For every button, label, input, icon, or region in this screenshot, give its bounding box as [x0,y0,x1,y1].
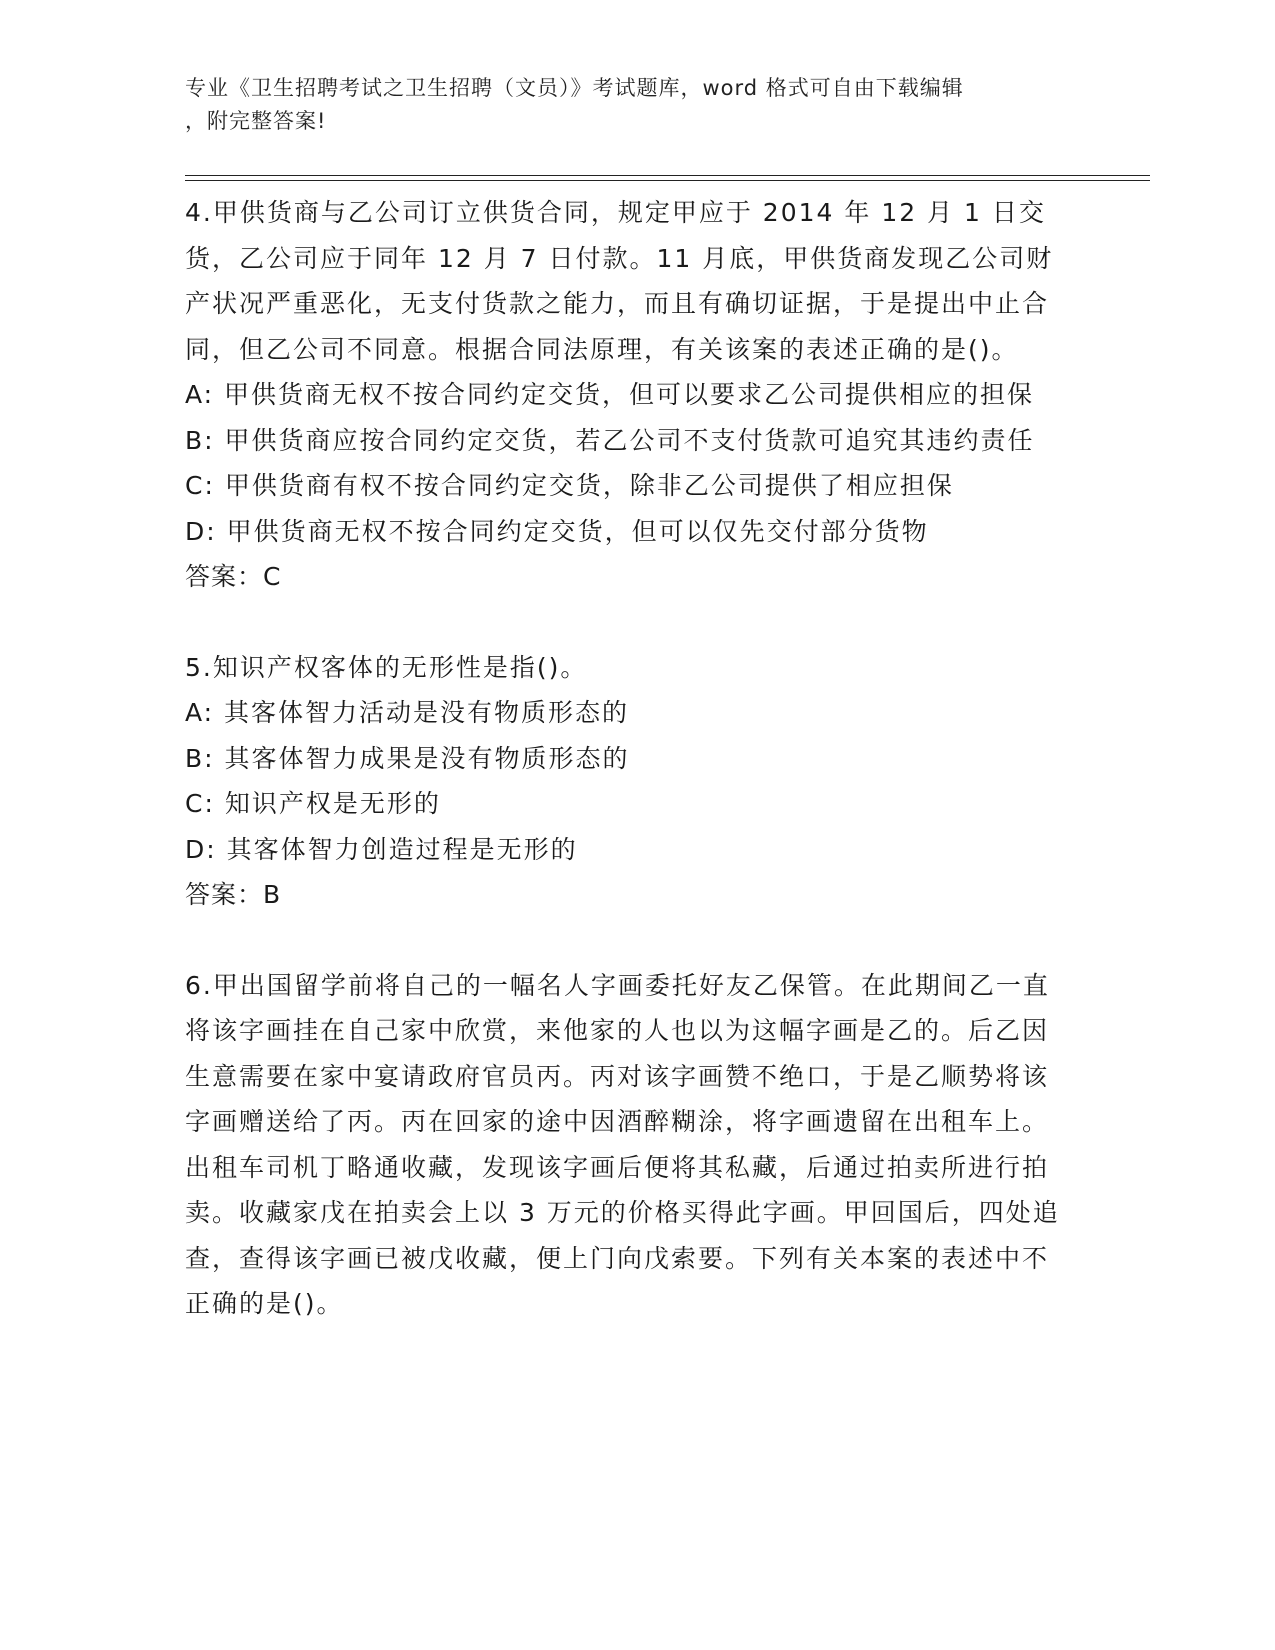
question-list [185,190,1065,1372]
option-a: A: 其客体智力活动是没有物质形态的 [185,698,630,727]
answer-label: 答案：B [185,880,282,909]
option-a: A: 甲供货商无权不按合同约定交货，但可以要求乙公司提供相应的担保 [185,380,1035,409]
question-stem: 6.甲出国留学前将自己的一幅名人字画委托好友乙保管。在此期间乙一直将该字画挂在自己家中欣赏，来他家的人也以为这幅字画是乙的。后乙因生意需要在家中宴请政府官员丙。丙对该字画赞不绝口，于是乙顺势将该字画赠送给了丙。丙在回家的途中因酒醉糊涂，将字画遗留在出租车上。出租车司机丁略通收藏，发现该字画后便将其私藏，后通过拍卖所进行拍卖。收藏家戊在拍卖会上以 3 万元的价格买得此字画。甲回国后，四处追查，查得该字画已被戊收藏，便上门向戊索要。下列有关本案的表述中不正确的是()。 [185,970,1060,1318]
header-divider-top [185,175,1150,176]
header-divider-bottom [185,180,1150,181]
question-4 [185,190,1065,600]
option-c: C: 甲供货商有权不按合同约定交货，除非乙公司提供了相应担保 [185,471,954,500]
option-c: C: 知识产权是无形的 [185,789,441,818]
option-d: D: 甲供货商无权不按合同约定交货，但可以仅先交付部分货物 [185,516,929,546]
question-6 [185,963,1065,1327]
header-line-2: ，附完整答案! [185,109,327,133]
option-d: D: 其客体智力创造过程是无形的 [185,834,578,864]
question-5 [185,645,1065,918]
header-line-1: 专业《卫生招聘考试之卫生招聘（文员）》考试题库，word 格式可自由下载编辑 [185,76,964,100]
question-stem: 4.甲供货商与乙公司订立供货合同，规定甲应于 2014 年 12 月 1 日交货，乙公司应于同年 12 月 7 日付款。11 月底，甲供货商发现乙公司财产状况严重恶化，无支付货款之能力，而且有确切证据，于是提出中止合同，但乙公司不同意。根据合同法原理，有关该案的表述正确的是()。 [185,198,1054,364]
answer-label: 答案：C [185,562,282,591]
option-b: B: 其客体智力成果是没有物质形态的 [185,743,630,773]
question-stem: 5.知识产权客体的无形性是指()。 [185,652,588,682]
option-b: B: 甲供货商应按合同约定交货，若乙公司不支付货款可追究其违约责任 [185,425,1035,455]
document-header [185,72,1085,138]
